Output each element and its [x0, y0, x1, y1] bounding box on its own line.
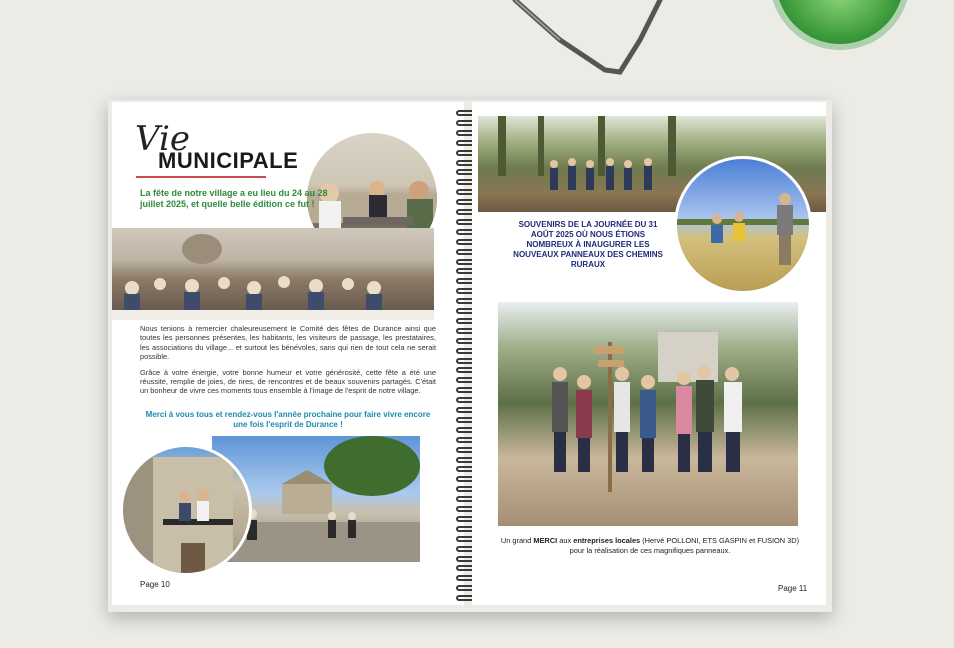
thanks-part3: (Hervé POLLONI, ETS GASPIN et FUSION 3D) pour la réalisation de ces magnifiques panneaux.: [569, 536, 800, 555]
page-title: MUNICIPALE: [158, 148, 299, 173]
photo-field-walkers: [674, 156, 812, 294]
photo-group-signpost: [498, 302, 798, 526]
thanks-entreprises: entreprises locales: [573, 536, 641, 545]
photo-banquet-hall: [112, 228, 434, 320]
thanks-part2: aux: [557, 536, 574, 545]
page-right: [472, 102, 826, 605]
eyeglasses-decoration: [500, 0, 700, 80]
paragraph-thanks: Nous tenions à remercier chaleureusement le Comité des fêtes de Durance ainsi que toutes les personnes présentes, les habitants, les visiteurs de passage, les prestataires, les associations du village... et surtout les bénévoles, sans qui rien de tout cela ne serait possible.: [140, 324, 436, 362]
green-glass-rim: [770, 0, 910, 50]
souvenirs-heading: SOUVENIRS DE LA JOURNÉE DU 31 AOÛT 2025 OÙ NOUS ÉTIONS NOMBREUX À INAUGURER LES NOUVEAUX PANNEAUX DES CHEMINS RURAUX: [513, 220, 663, 269]
page-number-right: Page 11: [778, 584, 808, 593]
page-number-left: Page 10: [140, 580, 170, 589]
body-text: [140, 324, 436, 402]
title-underline: [136, 176, 266, 178]
paragraph-success: Grâce à votre énergie, votre bonne humeur et votre générosité, cette fête a été une réussite, remplie de joies, de rires, de rencontres et de beaux souvenirs partagés. C'était un bonheur de vivre ces moments tous ensemble à l'image de l'esprit de notre village.: [140, 367, 436, 396]
title-script: Vie: [135, 119, 190, 159]
merci-text: Merci à vous tous et rendez-vous l'année prochaine pour faire vivre encore une fois l'esprit de Durance !: [145, 410, 431, 429]
thanks-merci: MERCI: [533, 536, 558, 545]
thanks-part1: Un grand: [500, 536, 534, 545]
page-left: [112, 102, 464, 605]
photo-balcony-building: [120, 444, 252, 576]
intro-text: La fête de notre village a eu lieu du 24 au 28 juillet 2025, et quelle belle édition ce fut !: [140, 188, 328, 209]
thanks-text: [498, 536, 802, 556]
